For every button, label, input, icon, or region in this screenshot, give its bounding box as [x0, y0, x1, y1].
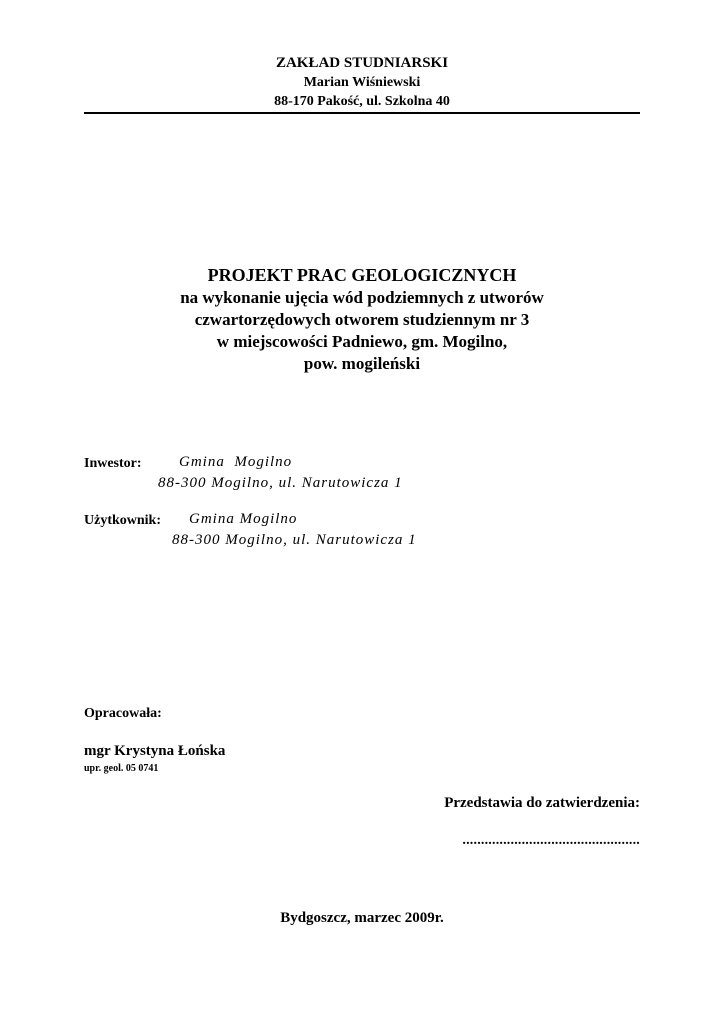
document-title: PROJEKT PRAC GEOLOGICZNYCH [207, 265, 517, 285]
company-owner: Marian Wiśniewski [303, 75, 421, 90]
author-name: mgr Krystyna Łońska [84, 743, 226, 759]
title-line-4: pow. mogileński [303, 354, 421, 373]
author-label: Opracowała: [84, 706, 162, 721]
user-label: Użytkownik: [84, 513, 162, 528]
user-name: Gmina Mogilno [189, 511, 298, 527]
approval-label: Przedstawia do zatwierdzenia: [444, 795, 640, 811]
author-license: upr. geol. 05 0741 [84, 763, 159, 774]
signature-line: ................................................ [462, 833, 640, 848]
company-name: ZAKŁAD STUDNIARSKI [275, 55, 449, 71]
document-header [84, 54, 640, 111]
title-line-2: czwartorzędowych otworem studziennym nr 3 [194, 310, 530, 329]
title-line-3: w miejscowości Padniewo, gm. Mogilno, [216, 332, 508, 351]
investor-label: Inwestor: [84, 456, 142, 471]
place-and-date: Bydgoszcz, marzec 2009r. [280, 910, 444, 926]
user-address: 88-300 Mogilno, ul. Narutowicza 1 [172, 532, 417, 548]
document-title-block [84, 264, 640, 375]
company-address: 88-170 Pakość, ul. Szkolna 40 [274, 94, 450, 109]
header-divider [84, 112, 640, 114]
investor-address: 88-300 Mogilno, ul. Narutowicza 1 [158, 475, 403, 491]
investor-name: Gmina Mogilno [179, 454, 293, 470]
title-line-1: na wykonanie ujęcia wód podziemnych z utworów [180, 288, 544, 307]
